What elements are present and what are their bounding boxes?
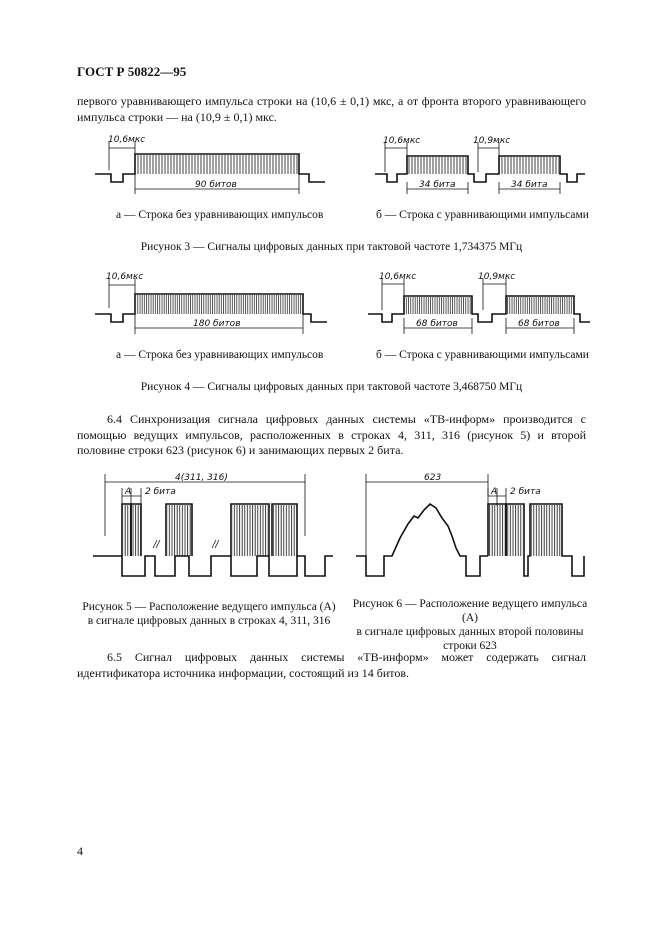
fig4-caption: Рисунок 4 — Сигналы цифровых данных при тактовой частоте 3,468750 МГц (140, 381, 523, 393)
fig6-A-label: A (491, 487, 498, 497)
fig6-caption (345, 597, 595, 653)
fig6-bits-label: 2 бита (510, 487, 541, 497)
fig6-caption-line-3: строки 623 (443, 640, 497, 652)
fig3a-diagram (95, 132, 325, 202)
fig4a-time-label: 10,6мкс (106, 272, 144, 282)
fig3a-time-label: 10,6мкс (108, 135, 146, 145)
fig3b-bits-label-1: 34 бита (419, 180, 456, 190)
fig6-diagram (356, 466, 586, 586)
fig4b-bits-label-2: 68 битов (518, 319, 560, 329)
fig4b-bits-label-1: 68 битов (416, 319, 458, 329)
fig6-line-label: 623 (424, 473, 442, 483)
fig4b-diagram (368, 268, 590, 340)
fig3a-caption: а — Строка без уравнивающих импульсов (116, 209, 324, 221)
fig4b-time-label-2: 10,9мкс (478, 272, 516, 282)
fig3b-caption: б — Строка с уравнивающими импульсами (376, 209, 589, 221)
fig3b-time-label-1: 10,6мкс (383, 136, 421, 146)
fig3-caption: Рисунок 3 — Сигналы цифровых данных при тактовой частоте 1,734375 МГц (140, 241, 523, 253)
fig5-caption (80, 600, 338, 628)
fig5-diagram (93, 466, 333, 586)
intro-paragraph: первого уравнивающего импульса строки на (10,6 ± 0,1) мкс, а от фронта второго уравнивающего импульса строки — на (10,9 ± 0,1) мкс. (77, 94, 586, 124)
fig4a-caption: а — Строка без уравнивающих импульсов (116, 349, 324, 361)
fig6-caption-line-1: Рисунок 6 — Расположение ведущего импульса (А) (352, 598, 588, 624)
fig3b-diagram (375, 132, 585, 202)
fig3b-bits-label-2: 34 бита (511, 180, 548, 190)
fig3a-bits-label: 90 битов (195, 180, 237, 190)
fig4a-diagram (95, 268, 330, 340)
section-6-5: 6.5 Сигнал цифровых данных системы «ТВ-информ» может содержать сигнал идентификатора источника информации, состоящий из 14 битов. (77, 650, 586, 680)
fig4a-bits-label: 180 битов (193, 319, 241, 329)
page-number: 4 (77, 844, 83, 858)
fig5-lines-label: 4(311, 316) (175, 473, 228, 483)
fig4b-time-label-1: 10,6мкс (379, 272, 417, 282)
fig4b-caption: б — Строка с уравнивающими импульсами (376, 349, 589, 361)
fig5-A-label: A (125, 487, 132, 497)
fig5-caption-line-2: в сигнале цифровых данных в строках 4, 311, 316 (87, 615, 331, 627)
fig5-bits-label: 2 бита (145, 487, 176, 497)
fig6-caption-line-2: в сигнале цифровых данных второй половины (356, 626, 584, 638)
fig3b-time-label-2: 10,9мкс (473, 136, 511, 146)
section-6-4: 6.4 Синхронизация сигнала цифровых данных системы «ТВ-информ» производится с помощью ведущих импульсов, расположенных в строках 4, 311, 316 (рисунок 5) и второй половине строки 623 (рисунок 6) и занимающих первых 2 бита. (77, 412, 586, 457)
document-header: ГОСТ Р 50822—95 (77, 64, 187, 79)
fig5-caption-line-1: Рисунок 5 — Расположение ведущего импульса (А) (82, 601, 336, 613)
